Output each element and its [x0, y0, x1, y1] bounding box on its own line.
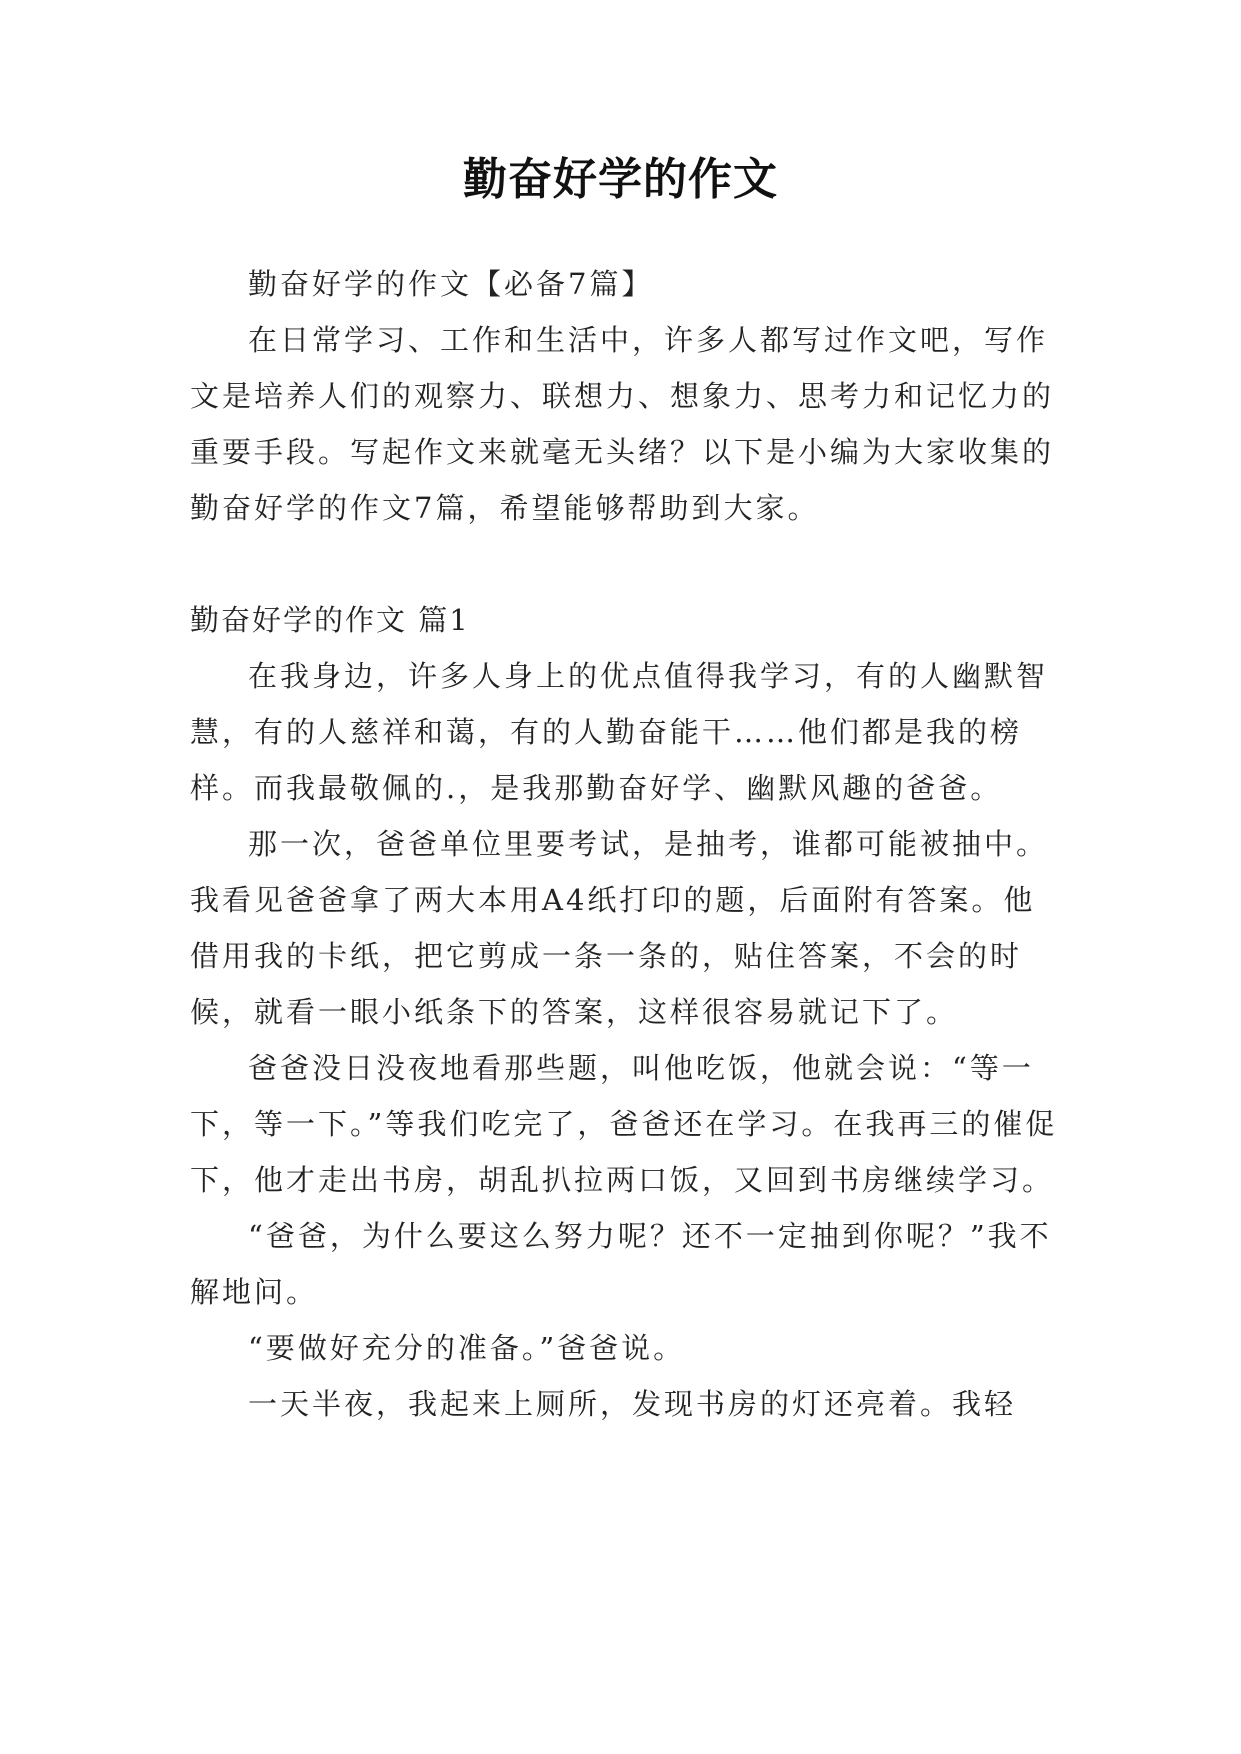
section-heading: 勤奋好学的作文 篇1	[190, 603, 470, 637]
body-paragraph: “爸爸，为什么要这么努力呢？还不一定抽到你呢？”我不解地问。	[190, 1219, 1052, 1309]
document-body	[190, 256, 1060, 1432]
intro-subtitle: 勤奋好学的作文【必备7篇】	[248, 267, 654, 301]
body-paragraph: 那一次，爸爸单位里要考试，是抽考，谁都可能被抽中。我看见爸爸拿了两大本用A4纸打印的题，后面附有答案。他借用我的卡纸，把它剪成一条一条的，贴住答案，不会的时候，就看一眼小纸条下的答案，这样很容易就记下了。	[190, 827, 1049, 1029]
body-paragraph: 在我身边，许多人身上的优点值得我学习，有的人幽默智慧，有的人慈祥和蔼，有的人勤奋能干……他们都是我的榜样。而我最敬佩的.，是我那勤奋好学、幽默风趣的爸爸。	[190, 659, 1049, 805]
document-title: 勤奋好学的作文	[463, 154, 778, 205]
body-paragraph: 一天半夜，我起来上厕所，发现书房的灯还亮着。我轻	[248, 1387, 1017, 1421]
intro-paragraph: 在日常学习、工作和生活中，许多人都写过作文吧，写作文是培养人们的观察力、联想力、想象力、思考力和记忆力的重要手段。写起作文来就毫无头绪？以下是小编为大家收集的勤奋好学的作文7篇，希望能够帮助到大家。	[190, 323, 1055, 525]
body-paragraph: 爸爸没日没夜地看那些题，叫他吃饭，他就会说：“等一下，等一下。”等我们吃完了，爸爸还在学习。在我再三的催促下，他才走出书房，胡乱扒拉两口饭，又回到书房继续学习。	[190, 1051, 1058, 1197]
body-paragraph: “要做好充分的准备。”爸爸说。	[248, 1331, 686, 1365]
section-spacer	[190, 536, 1060, 592]
